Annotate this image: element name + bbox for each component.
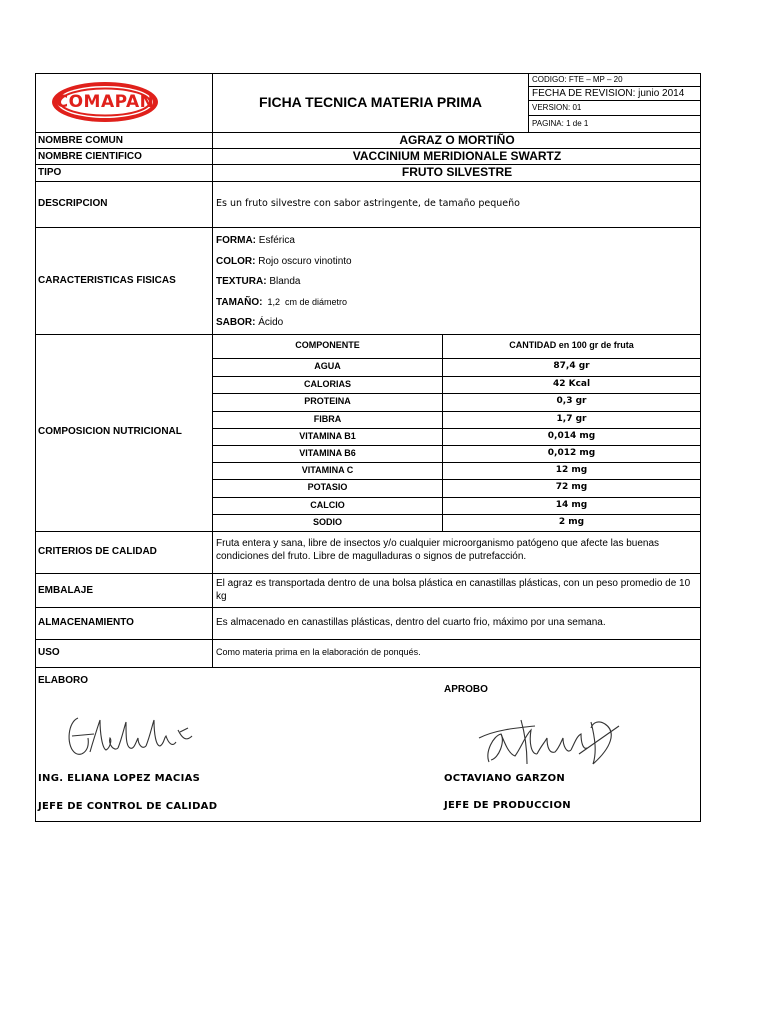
use-label: USO	[38, 647, 60, 658]
characteristic-item	[216, 235, 686, 256]
approved-by-signature	[475, 708, 625, 770]
prepared-by-signature	[60, 708, 200, 762]
nutrient-name: POTASIO	[307, 482, 348, 493]
approved-by-role: JEFE DE PRODUCCION	[444, 800, 571, 811]
quality-criteria-value: Fruta entera y sana, libre de insectos y/o cualquier microorganismo patógeno que afecte las buenas condiciones del fruto. Libre de magulladuras o signos de putrefacción.	[216, 538, 660, 562]
page-number: PAGINA: 1 de 1	[532, 119, 589, 128]
nutrition-row	[213, 497, 701, 514]
characteristic-key: COLOR:	[216, 255, 256, 267]
nutritional-composition-label: COMPOSICION NUTRICIONAL	[38, 426, 182, 437]
characteristic-item	[216, 256, 686, 277]
nutrition-row	[213, 462, 701, 479]
characteristic-key: TEXTURA:	[216, 276, 267, 287]
revision-date: FECHA DE REVISION: junio 2014	[532, 88, 685, 99]
nutrition-row	[213, 514, 701, 531]
nutrition-row	[213, 359, 701, 376]
prepared-by-role: JEFE DE CONTROL DE CALIDAD	[38, 801, 218, 812]
nutrient-amount: 12 mg	[555, 465, 588, 476]
packaging-value: El agraz es transportada dentro de una bolsa plástica en canastillas plásticas, con un peso promedio de 10 kg	[216, 578, 691, 602]
physical-characteristics-label: CARACTERISTICAS FISICAS	[38, 275, 176, 286]
document-version: VERSION: 01	[532, 103, 582, 112]
row-line	[35, 181, 701, 182]
characteristic-value: 1,2 cm de diámetro	[262, 296, 348, 307]
nutrient-name: VITAMINA B6	[299, 448, 356, 458]
logo-text: COMAPAN	[55, 92, 155, 112]
amount-column-header: CANTIDAD en 100 gr de fruta	[509, 340, 634, 350]
nutrition-row	[213, 445, 701, 462]
document-code: CODIGO: FTE – MP – 20	[532, 75, 623, 84]
characteristic-key: SABOR:	[216, 317, 256, 328]
nutrient-amount: 2 mg	[558, 516, 585, 527]
nutrient-name: SODIO	[312, 516, 342, 527]
row-line	[35, 607, 701, 608]
storage-label: ALMACENAMIENTO	[38, 617, 134, 628]
nutrition-row	[213, 411, 701, 428]
nutrient-name: CALCIO	[310, 499, 345, 510]
type-label: TIPO	[38, 167, 62, 178]
nutrient-amount: 42 Kcal	[552, 379, 591, 390]
document-title: FICHA TECNICA MATERIA PRIMA	[259, 94, 482, 110]
nutrient-name: PROTEINA	[304, 396, 351, 407]
quality-criteria-label: CRITERIOS DE CALIDAD	[38, 546, 157, 557]
row-line	[35, 227, 701, 228]
type-value: FRUTO SILVESTRE	[401, 165, 513, 179]
header-info-divider	[528, 73, 529, 132]
prepared-by-label: ELABORO	[38, 675, 88, 686]
characteristic-value: Esférica	[256, 235, 295, 246]
common-name-label: NOMBRE COMUN	[38, 135, 123, 146]
characteristic-key: FORMA:	[216, 235, 256, 246]
nutrition-table	[213, 334, 701, 531]
row-line	[35, 639, 701, 640]
characteristic-item	[216, 276, 686, 297]
description-value: Es un fruto silvestre con sabor astringente, de tamaño pequeño	[216, 198, 520, 209]
characteristic-value: Blanda	[266, 276, 301, 287]
row-line	[35, 667, 701, 668]
row-line	[35, 531, 701, 532]
nutrient-name: FIBRA	[313, 413, 342, 424]
header-info-line	[528, 115, 701, 116]
packaging-label: EMBALAJE	[38, 585, 94, 596]
nutrient-amount: 87,4 gr	[553, 361, 590, 371]
physical-characteristics-list	[216, 235, 686, 338]
common-name-value: AGRAZ O MORTIÑO	[399, 133, 515, 147]
scientific-name-value: VACCINIUM MERIDIONALE SWARTZ	[352, 149, 562, 163]
row-line	[35, 573, 701, 574]
storage-value: Es almacenado en canastillas plásticas, dentro del cuarto frio, máximo por una semana.	[216, 617, 606, 628]
nutrient-amount: 72 mg	[555, 482, 588, 493]
nutrition-row	[213, 479, 701, 496]
nutrition-row	[213, 428, 701, 445]
nutrient-amount: 14 mg	[555, 499, 588, 510]
characteristic-key: TAMAÑO:	[216, 296, 263, 308]
prepared-by-name: ING. ELIANA LOPEZ MACIAS	[38, 773, 201, 784]
component-column-header: COMPONENTE	[295, 340, 360, 350]
nutrient-amount: 1,7 gr	[556, 413, 587, 424]
nutrient-amount: 0,014 mg	[547, 430, 596, 441]
nutrient-name: AGUA	[314, 361, 341, 371]
company-logo	[50, 80, 160, 124]
characteristic-item	[216, 297, 686, 318]
characteristic-value: Ácido	[255, 317, 284, 328]
header-info-line	[528, 86, 701, 87]
header-info-line	[528, 100, 701, 101]
approved-by-name: OCTAVIANO GARZON	[444, 773, 566, 784]
nutrition-row	[213, 393, 701, 410]
use-value: Como materia prima en la elaboración de ponqués.	[216, 647, 421, 657]
scientific-name-label: NOMBRE CIENTIFICO	[38, 151, 142, 162]
nutrient-amount: 0,012 mg	[547, 448, 596, 458]
nutrient-name: VITAMINA C	[301, 465, 354, 476]
description-label: DESCRIPCION	[38, 198, 108, 209]
characteristic-value: Rojo oscuro vinotinto	[255, 255, 352, 267]
nutrition-row	[213, 376, 701, 393]
nutrient-name: CALORIAS	[304, 379, 351, 390]
approved-by-label: APROBO	[444, 684, 488, 695]
nutrient-amount: 0,3 gr	[556, 396, 587, 407]
nutrient-name: VITAMINA B1	[299, 430, 356, 441]
